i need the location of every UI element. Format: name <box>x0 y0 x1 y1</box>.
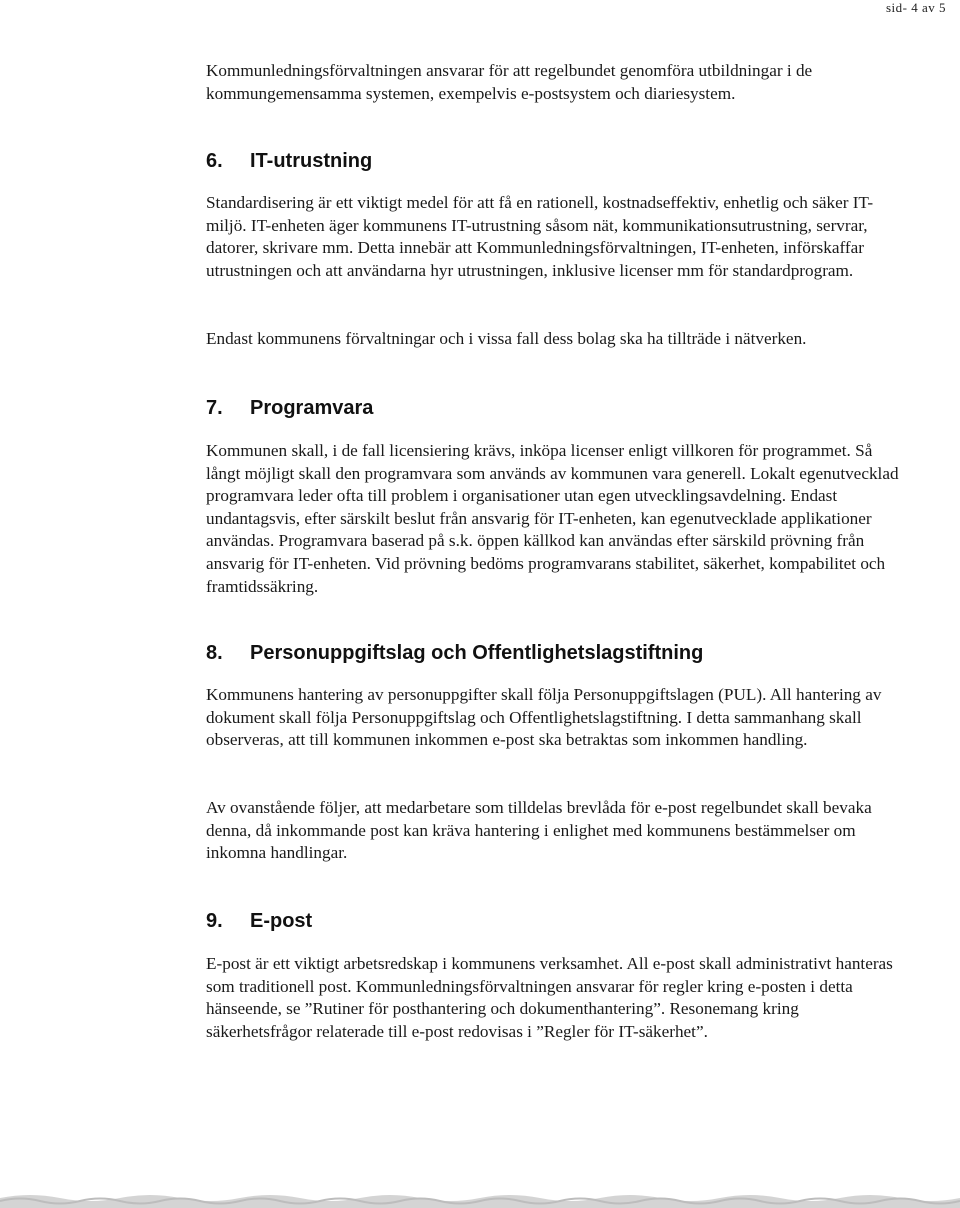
section-7-title: Programvara <box>250 397 374 419</box>
section-6-title: IT-utrustning <box>250 150 373 172</box>
section-7-number: 7. <box>206 397 223 419</box>
section-8-number: 8. <box>206 642 223 664</box>
section-6-number: 6. <box>206 150 223 172</box>
section-9-number: 9. <box>206 910 223 932</box>
section-6-paragraph-1: Standardisering är ett viktigt medel för att få en rationell, kostnadseffektiv, enhetlig och säker IT-miljö. IT-enheten äger kommunens IT-utrustning såsom nät, kommunikationsutrustning, servrar, datorer, skrivare mm. Detta innebär att Kommunledningsförvaltningen, IT-enheten, införskaffar utrustningen och att användarna hyr utrustningen, inklusive licenser mm för standardprogram. <box>206 193 874 280</box>
section-7-paragraph-1: Kommunen skall, i de fall licensiering krävs, inköpa licenser enligt villkoren för programmet. Så långt möjligt skall den programvara som används av kommunen vara generell. Lokalt egenutvecklad programvara leder ofta till problem i organisationer utan egen utvecklingsavdelning. Endast undantagsvis, efter särskilt beslut från ansvarig för IT-enheten, kan egenutvecklade applikationer användas. Programvara baserad på s.k. öppen källkod kan användas efter särskild prövning från ansvarig för IT-enheten. Vid prövning bedöms programvarans stabilitet, säkerhet, kompabilitet och framtidssäkring. <box>206 441 899 596</box>
section-8-paragraph-1: Kommunens hantering av personuppgifter skall följa Personuppgiftslagen (PUL). All hantering av dokument skall följa Personuppgiftslag och Offentlighetslagstiftning. I detta sammanhang skall observeras, att till kommunen inkommen e-post ska betraktas som inkommen handling. <box>206 685 882 750</box>
section-8-heading <box>206 641 703 665</box>
section-9-heading <box>206 909 312 933</box>
section-9-title: E-post <box>250 910 313 932</box>
section-7-heading <box>206 396 373 420</box>
section-9-paragraph-1: E-post är ett viktigt arbetsredskap i kommunens verksamhet. All e-post skall administrativt hanteras som traditionell post. Kommunledningsförvaltningen ansvarar för regler kring e-posten i detta hänseende, se ”Rutiner för posthantering och dokumenthantering”. Resonemang kring säkerhetsfrågor relaterade till e-post redovisas i ”Regler för IT-säkerhet”. <box>206 954 893 1041</box>
section-6-paragraph-2: Endast kommunens förvaltningar och i vissa fall dess bolag ska ha tillträde i nätverken. <box>206 329 807 348</box>
page-number: sid- 4 av 5 <box>885 0 946 15</box>
intro-paragraph: Kommunledningsförvaltningen ansvarar för att regelbundet genomföra utbildningar i de kommungemensamma systemen, exempelvis e-postsystem och diariesystem. <box>206 61 813 103</box>
section-8-paragraph-2: Av ovanstående följer, att medarbetare som tilldelas brevlåda för e-post regelbundet skall bevaka denna, då inkommande post kan kräva hantering i enlighet med kommunens bestämmelser om inkomna handlingar. <box>206 798 872 863</box>
section-6-heading <box>206 149 372 173</box>
section-8-title: Personuppgiftslag och Offentlighetslagstiftning <box>250 642 704 664</box>
footer-decoration <box>0 1188 960 1208</box>
